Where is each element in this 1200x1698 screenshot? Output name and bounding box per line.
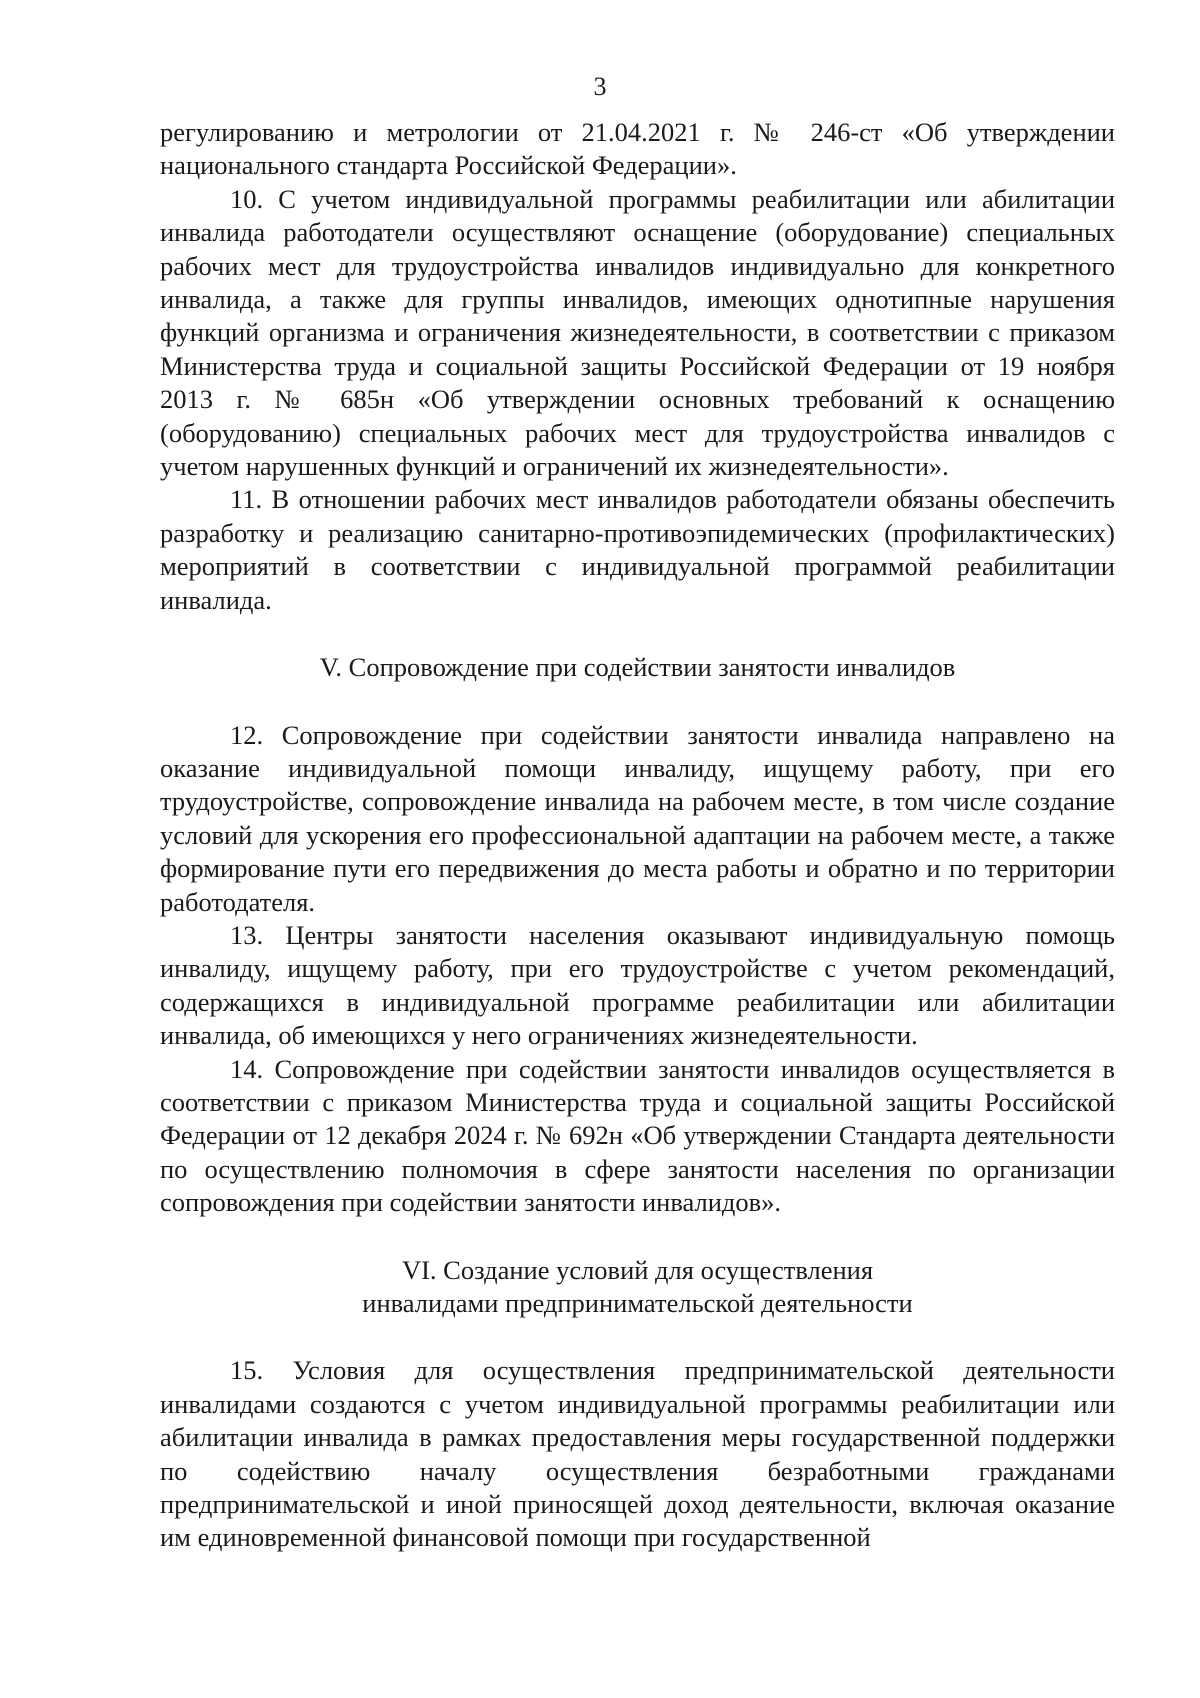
- paragraph-11: 11. В отношении рабочих мест инвалидов работодатели обязаны обеспечить разработку и реализацию санитарно-противоэпидемических (профилактических) мероприятий в соответствии с индивидуальной программой реабилитации инвалида.: [160, 484, 1115, 615]
- paragraph-15: 15. Условия для осуществления предпринимательской деятельности инвалидами создаются с учетом индивидуальной программы реабилитации или абилитации инвалида в рамках предоставления меры государственной поддержки по содействию началу осуществления безработными гражданами предпринимательской и иной приносящей доход деятельности, включая оказание им единовременной финансовой помощи при государственной: [160, 1355, 1115, 1553]
- section-heading-v: V. Сопровождение при содействии занятости инвалидов: [319, 652, 956, 683]
- paragraph-12: 12. Сопровождение при содействии занятости инвалида направлено на оказание индивидуальной помощи инвалиду, ищущему работу, при его трудоустройстве, сопровождение инвалида на рабочем месте, в том числе создание условий для ускорения его профессиональной адаптации на рабочем месте, а также формирование пути его передвижения до места работы и обратно и по территории работодателя.: [160, 719, 1115, 917]
- paragraph-continued: регулированию и метрологии от 21.04.2021 г. № 246-ст «Об утверждении национального стандарта Российской Федерации».: [160, 117, 1115, 181]
- spacer: [160, 1220, 1115, 1254]
- spacer: [160, 1320, 1115, 1354]
- paragraph-14: 14. Сопровождение при содействии занятости инвалидов осуществляется в соответствии с приказом Министерства труда и социальной защиты Российской Федерации от 12 декабря 2024 г. № 692н «Об утверждении Стандарта деятельности по осуществлению полномочия в сфере занятости населения по организации сопровождения при содействии занятости инвалидов».: [160, 1053, 1115, 1218]
- spacer: [160, 617, 1115, 651]
- section-heading-vi-line-1: VI. Создание условий для осуществления: [401, 1254, 874, 1285]
- spacer: [160, 685, 1115, 719]
- section-heading-vi-line-2: инвалидами предпринимательской деятельности: [362, 1288, 913, 1318]
- page-number: 3: [593, 72, 607, 101]
- paragraph-13: 13. Центры занятости населения оказывают индивидуальную помощь инвалиду, ищущему работу, при его трудоустройстве с учетом рекомендаций, содержащихся в индивидуальной программе реабилитации или абилитации инвалида, об имеющихся у него ограничениях жизнедеятельности.: [160, 919, 1115, 1051]
- paragraph-10: 10. С учетом индивидуальной программы реабилитации или абилитации инвалида работодатели осуществляют оснащение (оборудование) специальных рабочих мест для трудоустройства инвалидов индивидуально для конкретного инвалида, а также для группы инвалидов, имеющих однотипные нарушения функций организма и ограничения жизнедеятельности, в соответствии с приказом Министерства труда и социальной защиты Российской Федерации от 19 ноября 2013 г. № 685н «Об утверждении основных требований к оснащению (оборудованию) специальных рабочих мест для трудоустройства инвалидов с учетом нарушенных функций и ограничений их жизнедеятельности».: [160, 183, 1115, 482]
- document-body: [160, 116, 1115, 1555]
